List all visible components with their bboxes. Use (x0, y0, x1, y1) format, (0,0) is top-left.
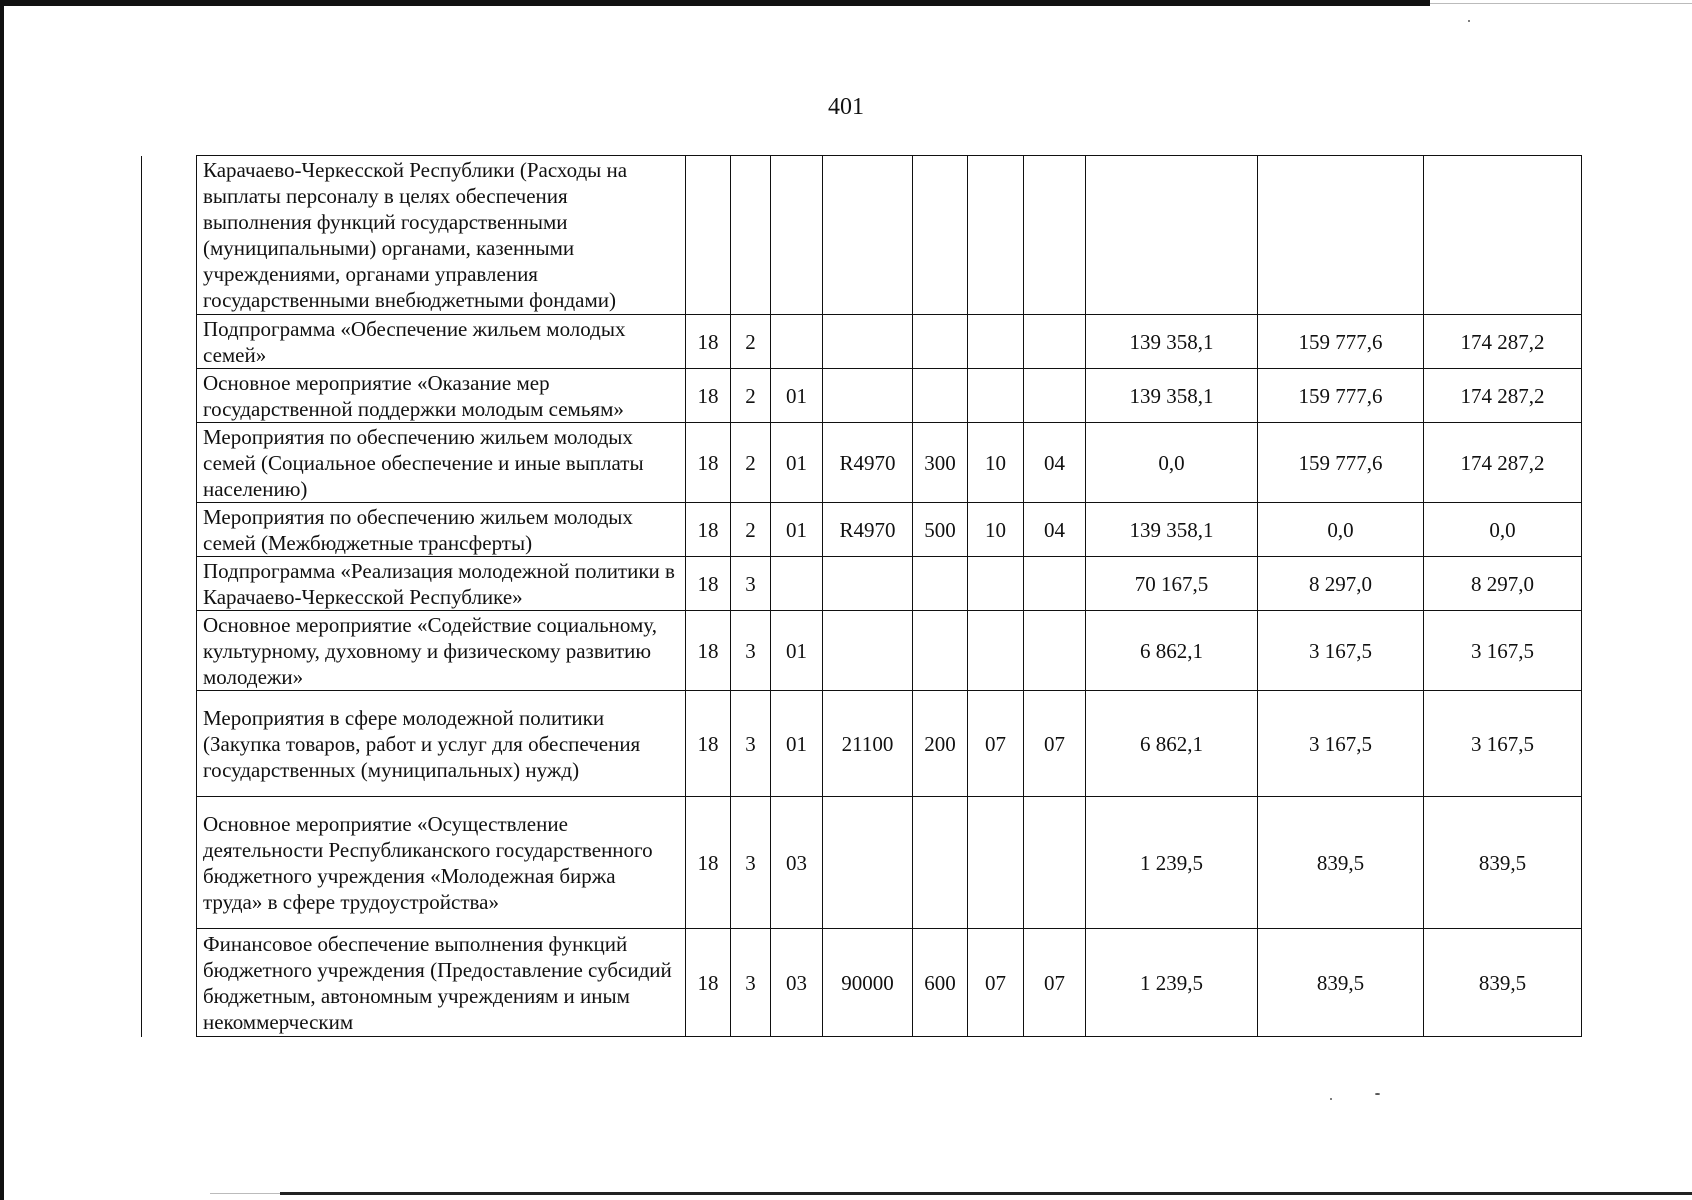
code-cell: R4970 (823, 503, 913, 557)
amount-cell: 839,5 (1258, 797, 1424, 929)
code-cell (968, 611, 1024, 691)
amount-cell: 174 287,2 (1424, 369, 1582, 423)
table-row (142, 503, 1582, 557)
code-cell: 18 (686, 423, 731, 503)
code-cell: 18 (686, 557, 731, 611)
code-cell: 01 (771, 611, 823, 691)
code-cell: 2 (731, 423, 771, 503)
amount-cell (1258, 156, 1424, 315)
scan-border-top (0, 0, 1430, 6)
code-cell (823, 797, 913, 929)
amount-cell: 6 862,1 (1086, 691, 1258, 797)
amount-cell: 139 358,1 (1086, 369, 1258, 423)
code-cell (968, 315, 1024, 369)
code-cell (771, 315, 823, 369)
item-name-cell: Карачаево-Черкесской Республики (Расходы на выплаты персоналу в целях обеспечения выполнения функций государственными (муниципальными) органами, казенными учреждениями, органами управления государственными внебюджетными фондами) (197, 156, 686, 315)
code-cell: 01 (771, 503, 823, 557)
table-row (142, 611, 1582, 691)
code-cell (968, 557, 1024, 611)
code-cell: 07 (968, 691, 1024, 797)
code-cell: 18 (686, 503, 731, 557)
scan-speck (1330, 1098, 1332, 1100)
table-row (142, 691, 1582, 797)
amount-cell: 3 167,5 (1258, 611, 1424, 691)
amount-cell (1424, 156, 1582, 315)
table-row (142, 797, 1582, 929)
code-cell (968, 369, 1024, 423)
item-name-cell: Подпрограмма «Реализация молодежной политики в Карачаево-Черкесской Республике» (197, 557, 686, 611)
scan-border-bottom (280, 1192, 1692, 1195)
amount-cell: 70 167,5 (1086, 557, 1258, 611)
code-cell: 04 (1024, 503, 1086, 557)
amount-cell: 174 287,2 (1424, 423, 1582, 503)
code-cell: 03 (771, 929, 823, 1037)
code-cell (968, 156, 1024, 315)
code-cell: R4970 (823, 423, 913, 503)
amount-cell: 3 167,5 (1424, 691, 1582, 797)
blank-cell (142, 797, 197, 929)
code-cell: 18 (686, 929, 731, 1037)
amount-cell: 159 777,6 (1258, 423, 1424, 503)
code-cell: 300 (913, 423, 968, 503)
amount-cell: 0,0 (1424, 503, 1582, 557)
scan-border-left (0, 0, 4, 1200)
scan-speck (1468, 20, 1470, 22)
code-cell (823, 369, 913, 423)
blank-cell (142, 557, 197, 611)
blank-cell (142, 691, 197, 797)
code-cell: 2 (731, 503, 771, 557)
amount-cell: 0,0 (1086, 423, 1258, 503)
code-cell (823, 156, 913, 315)
amount-cell: 839,5 (1424, 929, 1582, 1037)
table-row (142, 557, 1582, 611)
code-cell: 3 (731, 929, 771, 1037)
table-row (142, 423, 1582, 503)
code-cell (771, 156, 823, 315)
code-cell (823, 315, 913, 369)
code-cell (686, 156, 731, 315)
code-cell (1024, 557, 1086, 611)
amount-cell: 1 239,5 (1086, 929, 1258, 1037)
item-name-cell: Подпрограмма «Обеспечение жильем молодых семей» (197, 315, 686, 369)
amount-cell: 139 358,1 (1086, 315, 1258, 369)
code-cell: 3 (731, 691, 771, 797)
code-cell: 18 (686, 315, 731, 369)
code-cell (771, 557, 823, 611)
scan-speck (1375, 1093, 1380, 1095)
code-cell: 07 (968, 929, 1024, 1037)
item-name-cell: Основное мероприятие «Оказание мер государственной поддержки молодым семьям» (197, 369, 686, 423)
blank-cell (142, 156, 197, 315)
amount-cell: 6 862,1 (1086, 611, 1258, 691)
scan-border-top-faint (1430, 3, 1692, 4)
code-cell: 2 (731, 315, 771, 369)
code-cell: 18 (686, 611, 731, 691)
code-cell (1024, 611, 1086, 691)
item-name-cell: Мероприятия по обеспечению жильем молодых семей (Межбюджетные трансферты) (197, 503, 686, 557)
amount-cell: 3 167,5 (1424, 611, 1582, 691)
table-row (142, 156, 1582, 315)
code-cell: 3 (731, 557, 771, 611)
table-row (142, 369, 1582, 423)
table-row (142, 315, 1582, 369)
code-cell: 18 (686, 797, 731, 929)
blank-cell (142, 611, 197, 691)
code-cell (731, 156, 771, 315)
blank-cell (142, 369, 197, 423)
code-cell: 10 (968, 503, 1024, 557)
code-cell (913, 557, 968, 611)
amount-cell: 8 297,0 (1424, 557, 1582, 611)
code-cell: 3 (731, 611, 771, 691)
code-cell (1024, 797, 1086, 929)
scan-border-bottom-faint (210, 1193, 280, 1194)
code-cell (823, 611, 913, 691)
code-cell (1024, 369, 1086, 423)
code-cell (913, 797, 968, 929)
code-cell (913, 611, 968, 691)
amount-cell (1086, 156, 1258, 315)
code-cell: 01 (771, 369, 823, 423)
code-cell: 18 (686, 691, 731, 797)
item-name-cell: Основное мероприятие «Содействие социальному, культурному, духовному и физическому развитию молодежи» (197, 611, 686, 691)
code-cell: 10 (968, 423, 1024, 503)
amount-cell: 159 777,6 (1258, 369, 1424, 423)
item-name-cell: Основное мероприятие «Осуществление деятельности Республиканского государственного бюджетного учреждения «Молодежная биржа труда» в сфере трудоустройства» (197, 797, 686, 929)
code-cell: 07 (1024, 691, 1086, 797)
blank-cell (142, 423, 197, 503)
amount-cell: 839,5 (1258, 929, 1424, 1037)
amount-cell: 8 297,0 (1258, 557, 1424, 611)
blank-cell (142, 503, 197, 557)
code-cell (1024, 156, 1086, 315)
budget-table (141, 155, 1582, 1037)
amount-cell: 174 287,2 (1424, 315, 1582, 369)
page-number: 401 (828, 94, 864, 120)
code-cell: 90000 (823, 929, 913, 1037)
code-cell: 200 (913, 691, 968, 797)
code-cell (913, 156, 968, 315)
code-cell: 01 (771, 423, 823, 503)
amount-cell: 3 167,5 (1258, 691, 1424, 797)
code-cell: 07 (1024, 929, 1086, 1037)
code-cell: 21100 (823, 691, 913, 797)
blank-cell (142, 929, 197, 1037)
code-cell: 3 (731, 797, 771, 929)
code-cell: 18 (686, 369, 731, 423)
code-cell (913, 315, 968, 369)
code-cell (968, 797, 1024, 929)
code-cell: 2 (731, 369, 771, 423)
table-row (142, 929, 1582, 1037)
code-cell: 04 (1024, 423, 1086, 503)
code-cell (823, 557, 913, 611)
amount-cell: 159 777,6 (1258, 315, 1424, 369)
amount-cell: 139 358,1 (1086, 503, 1258, 557)
amount-cell: 0,0 (1258, 503, 1424, 557)
item-name-cell: Финансовое обеспечение выполнения функций бюджетного учреждения (Предоставление субсидий бюджетным, автономным учреждениям и иным некоммерческим (197, 929, 686, 1037)
blank-cell (142, 315, 197, 369)
item-name-cell: Мероприятия в сфере молодежной политики (Закупка товаров, работ и услуг для обеспечения государственных (муниципальных) нужд) (197, 691, 686, 797)
code-cell (913, 369, 968, 423)
amount-cell: 1 239,5 (1086, 797, 1258, 929)
item-name-cell: Мероприятия по обеспечению жильем молодых семей (Социальное обеспечение и иные выплаты населению) (197, 423, 686, 503)
code-cell (1024, 315, 1086, 369)
code-cell: 600 (913, 929, 968, 1037)
amount-cell: 839,5 (1424, 797, 1582, 929)
code-cell: 01 (771, 691, 823, 797)
code-cell: 03 (771, 797, 823, 929)
code-cell: 500 (913, 503, 968, 557)
